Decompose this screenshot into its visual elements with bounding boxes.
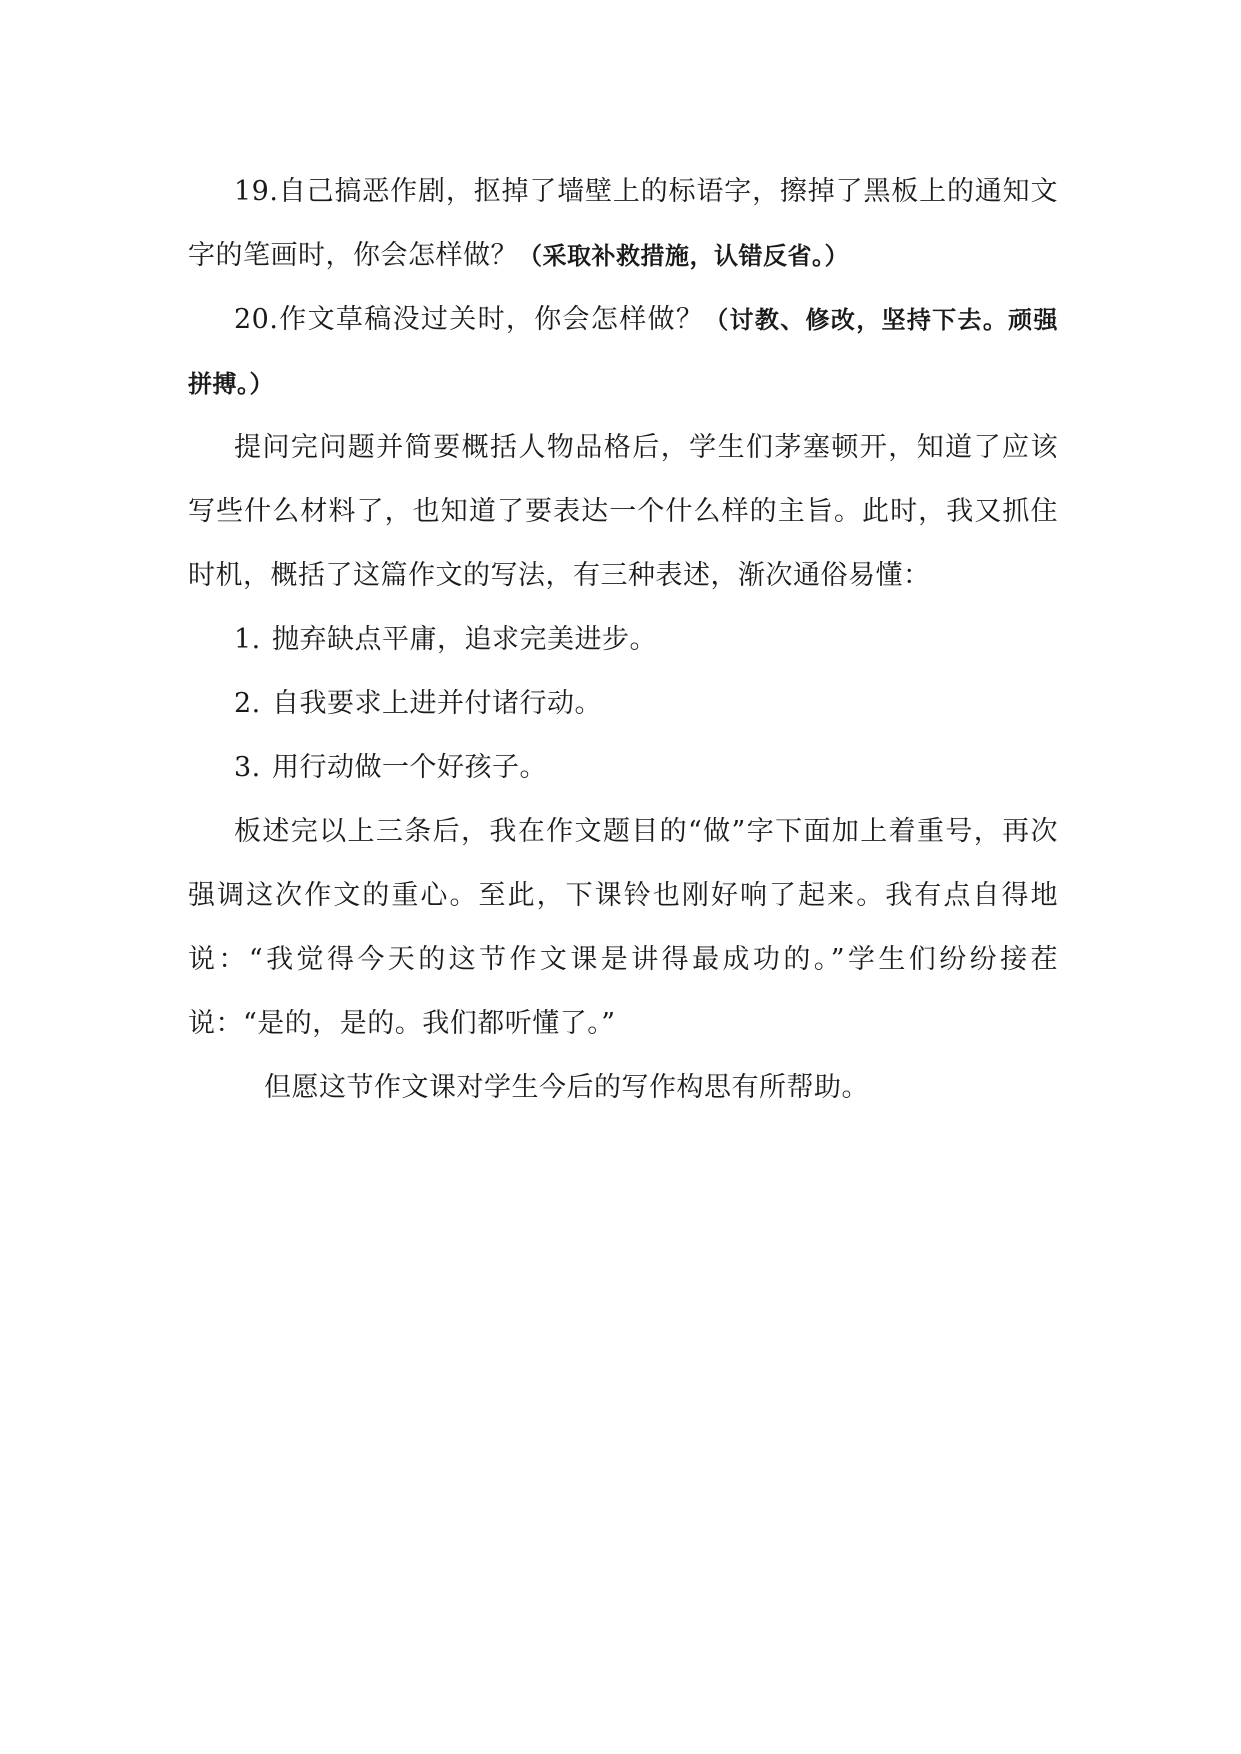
question-19-text: 19.自己搞恶作剧，抠掉了墙壁上的标语字，擦掉了黑板上的通知文字的笔画时，你会怎样做？ (188, 176, 1058, 271)
list-item-text: 自我要求上进并付诸行动。 (272, 688, 602, 719)
list-item-number: 1. (234, 624, 261, 655)
summary-paragraph: 提问完问题并简要概括人物品格后，学生们茅塞顿开，知道了应该写些什么材料了，也知道了要表达一个什么样的主旨。此时，我又抓住时机，概括了这篇作文的写法，有三种表述，渐次通俗易懂： (188, 432, 1058, 591)
question-20-answer: （讨教、修改，坚持下去。顽强拼搏。） (188, 306, 1058, 398)
question-19 (188, 160, 1058, 288)
list-item (188, 608, 1058, 672)
question-20 (188, 288, 1058, 416)
question-20-text: 20.作文草稿没过关时，你会怎样做？ (234, 304, 705, 335)
list-item-text: 抛弃缺点平庸，追求完美进步。 (272, 624, 657, 655)
board-paragraph: 板述完以上三条后，我在作文题目的“做”字下面加上着重号，再次强调这次作文的重心。至此，下课铃也刚好响了起来。我有点自得地说：“我觉得今天的这节作文课是讲得最成功的。”学生们纷纷接茬说：“是的，是的。我们都听懂了。” (188, 816, 1058, 1039)
list-item-text: 用行动做一个好孩子。 (272, 752, 547, 783)
list-item-number: 3. (234, 752, 261, 783)
list-item (188, 736, 1058, 800)
closing-paragraph: 但愿这节作文课对学生今后的写作构思有所帮助。 (264, 1072, 869, 1103)
question-19-answer: （采取补救措施，认错反省。） (518, 242, 849, 270)
document-page (188, 160, 1058, 1120)
list-item (188, 672, 1058, 736)
list-item-number: 2. (234, 688, 261, 719)
